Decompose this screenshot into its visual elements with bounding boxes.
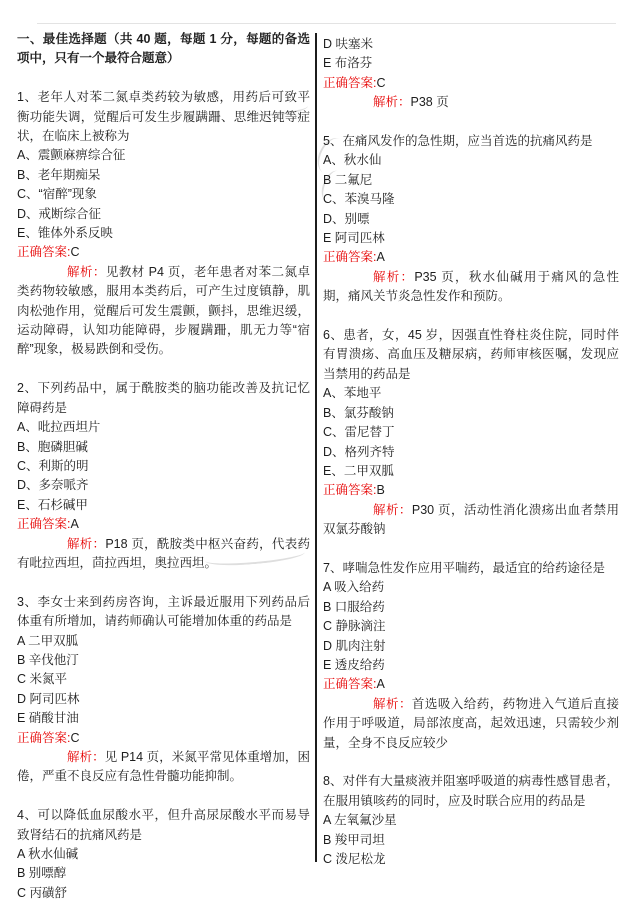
question-4-option-b: B 别嘌醇 xyxy=(17,866,67,881)
question-6-option-a: A、苯地平 xyxy=(323,386,382,401)
section-title: 一、最佳选择题（共 40 题，每题 1 分，每题的备选项中，只有一个最符合题意） xyxy=(17,32,310,66)
question-6-analysis xyxy=(323,501,619,540)
question-6-option-e: E、二甲双胍 xyxy=(323,463,394,478)
answer-label: 正确答案: xyxy=(323,677,377,692)
question-4-continued xyxy=(323,35,619,113)
question-7-option-e: E 透皮给药 xyxy=(323,657,385,672)
question-5-option-d: D、别嘌 xyxy=(323,211,370,226)
analysis-label: 解析： xyxy=(373,269,415,284)
question-1-option-d: D、戒断综合征 xyxy=(17,206,102,221)
question-3-option-c: C 米氮平 xyxy=(17,672,68,687)
question-2-option-d: D、多奈哌齐 xyxy=(17,478,89,493)
question-4-option-d: D 呋塞米 xyxy=(323,37,374,51)
left-column xyxy=(17,30,310,903)
question-4-analysis xyxy=(323,93,619,112)
question-3-stem: 3、李女士来到药房咨询，主诉最近服用下列药品后体重有所增加，请药师确认可能增加体重的药品是 xyxy=(17,594,310,629)
analysis-label: 解析： xyxy=(373,696,412,711)
question-7-answer-line xyxy=(323,675,619,694)
answer-label: 正确答案: xyxy=(17,245,71,260)
question-1-option-c: C、“宿醉”现象 xyxy=(17,187,97,202)
question-7-option-a: A 吸入给药 xyxy=(323,580,385,595)
question-3-analysis xyxy=(17,748,310,787)
question-4-option-e: E 布洛芬 xyxy=(323,56,373,71)
question-7-option-c: C 静脉滴注 xyxy=(323,619,386,634)
question-8-option-c: C 泼尼松龙 xyxy=(323,852,386,866)
answer-label: 正确答案: xyxy=(323,250,377,265)
question-3-option-d: D 阿司匹林 xyxy=(17,691,80,706)
question-5-option-a: A、秋水仙 xyxy=(323,153,382,168)
question-7-option-b: B 口服给药 xyxy=(323,599,385,614)
question-8-stem: 8、对伴有大量痰液并阻塞呼吸道的病毒性感冒患者，在服用镇咳药的同时，应及时联合应用的药品是 xyxy=(323,774,619,808)
analysis-label: 解析： xyxy=(67,536,106,551)
question-3 xyxy=(17,593,310,787)
question-2-option-e: E、石杉碱甲 xyxy=(17,497,88,512)
answer-label: 正确答案: xyxy=(17,730,71,745)
analysis-label: 解析： xyxy=(373,95,411,110)
question-5-answer-value: A xyxy=(376,250,385,265)
question-8-option-b: B 羧甲司坦 xyxy=(323,832,385,847)
question-4-analysis-text: P38 页 xyxy=(410,95,449,110)
analysis-label: 解析： xyxy=(67,749,105,764)
question-3-answer-value: C xyxy=(70,730,80,745)
question-2-answer-line xyxy=(17,515,310,534)
question-1-analysis xyxy=(17,263,310,360)
question-5-option-e: E 阿司匹林 xyxy=(323,231,385,246)
question-1-option-b: B、老年期痴呆 xyxy=(17,167,101,182)
question-3-option-a: A 二甲双胍 xyxy=(17,633,79,648)
question-1-stem: 1、老年人对苯二氮卓类药较为敏感，用药后可致平衡功能失调，觉醒后可发生步履蹒跚、思维迟钝等症状，在临床上被称为 xyxy=(17,90,310,144)
right-column xyxy=(323,35,619,869)
question-7-option-d: D 肌肉注射 xyxy=(323,638,386,653)
question-7-answer-value: A xyxy=(376,677,385,692)
question-1-analysis-text: 见教材 P4 页，老年患者对苯二氮卓类药物较敏感，服用本类药后，可产生过度镇静，肌肉松弛作用，觉醒后可发生震颤，颤抖，思维迟缓，运动障碍，认知功能障碍，步履蹒跚，肌无力等“宿醉”现象，极易跌倒和受伤。 xyxy=(17,264,310,357)
question-8-option-a: A 左氧氟沙星 xyxy=(323,813,397,828)
question-5-analysis-text: P35 页，秋水仙碱用于痛风的急性期，痛风关节炎急性发作和预防。 xyxy=(323,269,619,304)
question-2-option-b: B、胞磷胆碱 xyxy=(17,439,88,454)
question-5-analysis xyxy=(323,268,619,307)
question-7-analysis-text: 首选吸入给药，药物进入气道后直接作用于呼吸道，局部浓度高，起效迅速，只需较少剂量，全身不良反应较少 xyxy=(323,696,619,750)
question-7 xyxy=(323,559,619,753)
question-5-answer-line xyxy=(323,248,619,267)
question-8-first-part xyxy=(323,772,619,869)
page-top-rule xyxy=(37,23,616,24)
question-4-option-a: A 秋水仙碱 xyxy=(17,847,79,861)
question-4-option-c: C 丙磺舒 xyxy=(17,885,68,900)
question-1-option-a: A、震颤麻痹综合征 xyxy=(17,148,126,163)
question-6-answer-line xyxy=(323,481,619,500)
column-divider-line xyxy=(315,33,317,862)
question-2-option-a: A、吡拉西坦片 xyxy=(17,420,101,435)
question-5-option-b: B 二氟尼 xyxy=(323,172,373,187)
question-3-option-e: E 硝酸甘油 xyxy=(17,711,79,726)
question-2-answer-value: A xyxy=(70,517,79,532)
answer-label: 正确答案: xyxy=(323,75,377,90)
question-6-stem: 6、患者，女，45 岁，因强直性脊柱炎住院，同时伴有胃溃疡、高血压及糖尿病，药师审核医嘱，发现应当禁用的药品是 xyxy=(323,328,619,381)
question-6-option-c: C、雷尼替丁 xyxy=(323,425,395,440)
question-3-analysis-text: 见 P14 页，米氮平常见体重增加，困倦，严重不良反应有急性骨髓功能抑制。 xyxy=(17,749,310,784)
question-6-option-d: D、格列齐特 xyxy=(323,444,395,459)
question-1-answer-line xyxy=(17,243,310,262)
question-3-option-b: B 辛伐他汀 xyxy=(17,652,79,667)
question-5-stem: 5、在痛风发作的急性期，应当首选的抗痛风药是 xyxy=(323,134,593,149)
question-4-stem: 4、可以降低血尿酸水平，但升高尿尿酸水平而易导致肾结石的抗痛风药是 xyxy=(17,808,310,842)
answer-label: 正确答案: xyxy=(17,517,71,532)
question-4-first-part xyxy=(17,806,310,903)
question-2-analysis xyxy=(17,535,310,574)
question-6 xyxy=(323,326,619,539)
question-4-answer-line xyxy=(323,74,619,93)
question-6-answer-value: B xyxy=(376,483,385,498)
question-7-analysis xyxy=(323,695,619,753)
question-2-option-c: C、利斯的明 xyxy=(17,458,89,473)
question-4-answer-value: C xyxy=(376,75,386,90)
question-2-stem: 2、下列药品中，属于酰胺类的脑功能改善及抗记忆障碍药是 xyxy=(17,381,310,415)
analysis-label: 解析： xyxy=(373,502,412,517)
question-5-option-c: C、苯溴马隆 xyxy=(323,192,395,207)
question-5 xyxy=(323,132,619,307)
question-2 xyxy=(17,379,310,573)
question-1-answer-value: C xyxy=(70,245,80,260)
analysis-label: 解析： xyxy=(67,264,106,279)
question-2-analysis-text: P18 页，酰胺类中枢兴奋药，代表药有吡拉西坦，茴拉西坦，奥拉西坦。 xyxy=(17,536,310,570)
question-6-option-b: B、氯芬酸钠 xyxy=(323,405,394,420)
question-3-answer-line xyxy=(17,729,310,748)
question-6-analysis-text: P30 页，活动性消化溃疡出血者禁用双氯芬酸钠 xyxy=(323,502,619,537)
answer-label: 正确答案: xyxy=(323,483,377,498)
question-7-stem: 7、哮喘急性发作应用平喘药，最适宜的给药途径是 xyxy=(323,560,605,575)
question-1 xyxy=(17,88,310,360)
question-1-option-e: E、锥体外系反映 xyxy=(17,226,113,241)
